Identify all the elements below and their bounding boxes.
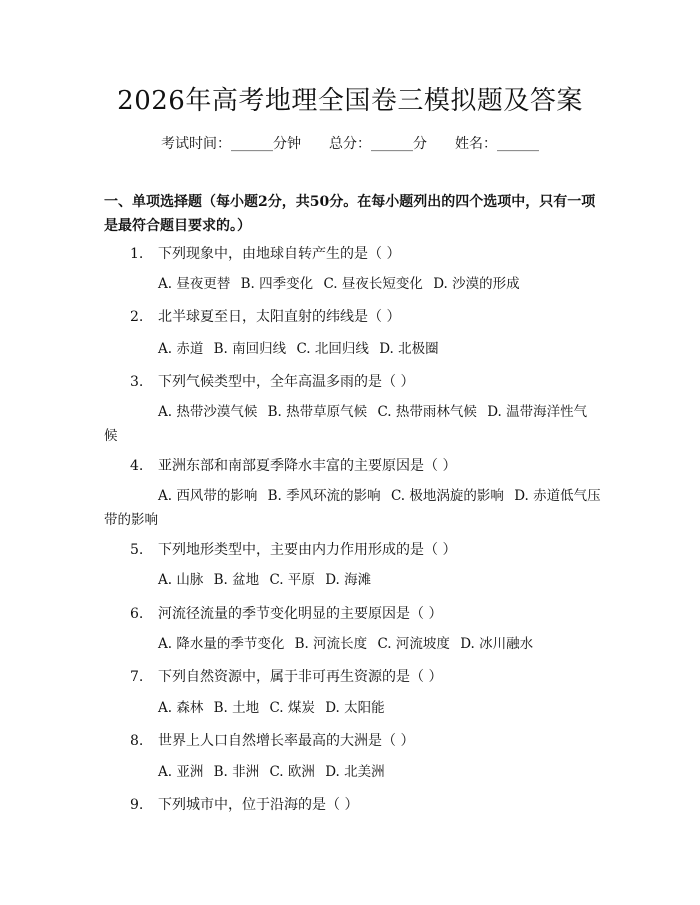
option-c: C. 平原 <box>269 572 315 588</box>
option-a: A. 亚洲 <box>158 764 204 780</box>
question-4 <box>130 454 456 478</box>
question-text: 下列气候类型中，全年高温多雨的是（ ） <box>158 374 415 390</box>
option-d: D. 温带海洋性气候 <box>104 404 588 444</box>
option-a: A. 西风带的影响 <box>158 488 258 504</box>
option-d: D. 太阳能 <box>325 700 385 716</box>
section-heading: 一、单项选择题（每小题2分，共50分。在每小题列出的四个选项中，只有一项是最符合题目要求的。） <box>104 194 596 234</box>
option-b: B. 盆地 <box>213 572 260 588</box>
options-1 <box>104 272 604 296</box>
question-text: 下列城市中，位于沿海的是（ ） <box>158 797 359 813</box>
question-9 <box>130 793 358 817</box>
question-number: 2. <box>130 309 144 325</box>
question-number: 6. <box>130 606 144 622</box>
question-1 <box>130 242 400 266</box>
question-5 <box>130 538 456 562</box>
question-text: 世界上人口自然增长率最高的大洲是（ ） <box>158 733 415 749</box>
option-d: D. 赤道低气压带的影响 <box>104 488 601 528</box>
option-a: A. 山脉 <box>158 572 204 588</box>
option-c: C. 热带雨林气候 <box>377 404 477 420</box>
option-b: B. 四季变化 <box>240 276 314 292</box>
question-number: 7. <box>130 669 144 685</box>
option-d: D. 沙漠的形成 <box>433 276 520 292</box>
student-name-field: 姓名：______ <box>455 136 539 152</box>
question-text: 北半球夏至日，太阳直射的纬线是（ ） <box>158 309 401 325</box>
question-8 <box>130 729 414 753</box>
option-b: B. 热带草原气候 <box>267 404 368 420</box>
exam-time-field: 考试时间：______分钟 <box>161 136 301 152</box>
question-number: 4. <box>130 458 144 474</box>
option-b: B. 河流长度 <box>294 636 368 652</box>
option-a: A. 昼夜更替 <box>158 276 231 292</box>
question-text: 下列现象中，由地球自转产生的是（ ） <box>158 246 401 262</box>
question-number: 3. <box>130 374 144 390</box>
option-c: C. 昼夜长短变化 <box>323 276 423 292</box>
question-6 <box>130 602 442 626</box>
option-a: A. 赤道 <box>158 341 204 357</box>
option-c: C. 极地涡旋的影响 <box>390 488 504 504</box>
question-number: 1. <box>130 246 144 262</box>
question-2 <box>130 305 400 329</box>
question-text: 下列地形类型中，主要由内力作用形成的是（ ） <box>158 542 457 558</box>
question-number: 8. <box>130 733 144 749</box>
option-d: D. 冰川融水 <box>460 636 534 652</box>
option-a: A. 森林 <box>158 700 204 716</box>
option-d: D. 海滩 <box>325 572 372 588</box>
options-4 <box>104 484 604 532</box>
option-c: C. 煤炭 <box>269 700 315 716</box>
exam-meta <box>0 133 700 153</box>
option-b: B. 季风环流的影响 <box>267 488 381 504</box>
option-a: A. 热带沙漠气候 <box>158 404 258 420</box>
option-b: B. 土地 <box>213 700 260 716</box>
question-3 <box>130 370 414 394</box>
options-8 <box>104 760 604 784</box>
options-2 <box>104 337 604 361</box>
option-c: C. 北回归线 <box>296 341 369 357</box>
page-title: 2026年高考地理全国卷三模拟题及答案 <box>117 86 583 116</box>
option-c: C. 河流坡度 <box>377 636 450 652</box>
options-5 <box>104 568 604 592</box>
option-d: D. 北美洲 <box>325 764 385 780</box>
total-score-field: 总分：______分 <box>329 136 427 152</box>
option-c: C. 欧洲 <box>269 764 315 780</box>
question-text: 河流径流量的季节变化明显的主要原因是（ ） <box>158 606 443 622</box>
options-6 <box>104 632 604 656</box>
options-7 <box>104 696 604 720</box>
option-b: B. 非洲 <box>213 764 260 780</box>
question-text: 下列自然资源中，属于非可再生资源的是（ ） <box>158 669 443 685</box>
question-number: 9. <box>130 797 144 813</box>
option-d: D. 北极圈 <box>379 341 439 357</box>
option-a: A. 降水量的季节变化 <box>158 636 285 652</box>
question-text: 亚洲东部和南部夏季降水丰富的主要原因是（ ） <box>158 458 457 474</box>
question-7 <box>130 665 442 689</box>
option-b: B. 南回归线 <box>213 341 287 357</box>
options-3 <box>104 400 604 448</box>
question-number: 5. <box>130 542 144 558</box>
